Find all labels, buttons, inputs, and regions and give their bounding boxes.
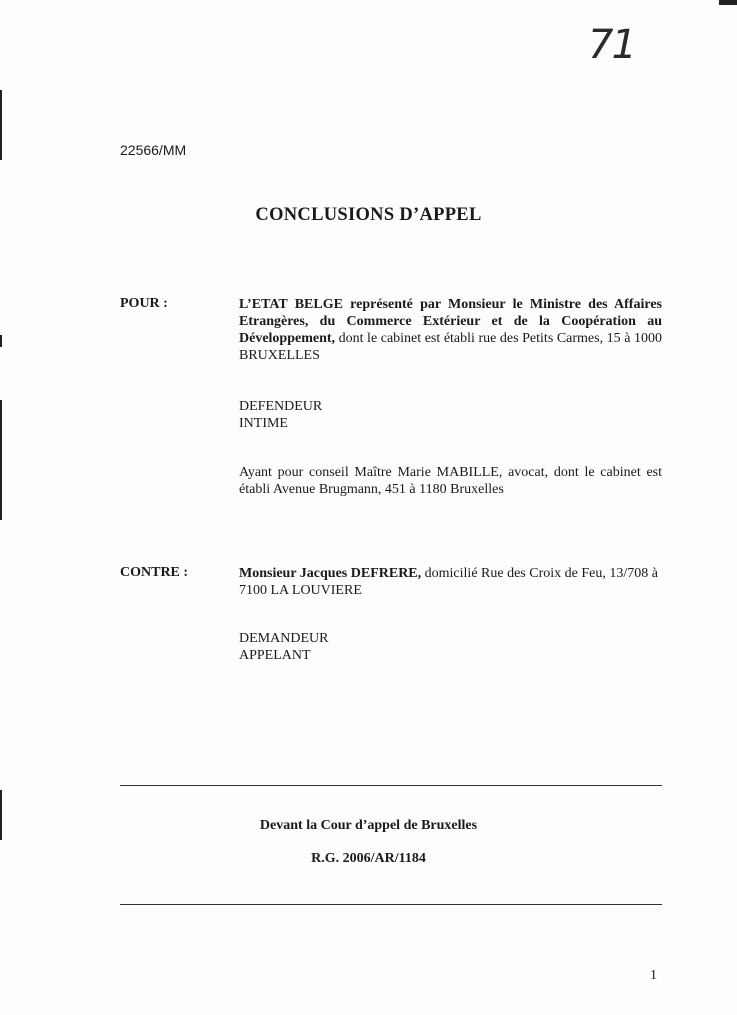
pour-party-name: L’ETAT BELGE représenté par Monsieur le Ministre des Affaires Etrangères, du Commerce Extérieur et de la Coopération au Développement, bbox=[239, 297, 662, 346]
contre-role-line1: DEMANDEUR bbox=[239, 631, 329, 646]
scan-edge-mark bbox=[0, 400, 2, 520]
contre-label: CONTRE : bbox=[120, 565, 189, 580]
pour-party bbox=[239, 296, 662, 364]
case-number: R.G. 2006/AR/1184 bbox=[311, 851, 426, 866]
court-name: Devant la Cour d’appel de Bruxelles bbox=[259, 818, 478, 833]
handwritten-page-number: 71 bbox=[588, 22, 635, 68]
page-number: 1 bbox=[650, 968, 657, 983]
scan-edge-mark bbox=[0, 335, 2, 347]
bottom-divider bbox=[120, 904, 662, 905]
pour-role-line1: DEFENDEUR bbox=[239, 399, 323, 414]
pour-role-line2: INTIME bbox=[239, 416, 288, 431]
contre-party bbox=[239, 565, 662, 599]
contre-party-address: domicilié Rue des Croix de Feu, 13/708 à 7100 LA LOUVIERE bbox=[239, 566, 658, 598]
contre-role-line2: APPELANT bbox=[239, 648, 311, 663]
top-divider bbox=[120, 785, 662, 786]
scan-edge-mark bbox=[719, 0, 737, 5]
pour-counsel: Ayant pour conseil Maître Marie MABILLE, avocat, dont le cabinet est établi Avenue Brugmann, 451 à 1180 Bruxelles bbox=[239, 465, 662, 497]
scan-edge-mark bbox=[0, 90, 2, 160]
pour-role bbox=[239, 398, 662, 432]
contre-role bbox=[239, 630, 662, 664]
pour-party-address: dont le cabinet est établi rue des Petits Carmes, 15 à 1000 BRUXELLES bbox=[239, 331, 662, 363]
reference-number: 22566/MM bbox=[120, 142, 187, 158]
document-title: CONCLUSIONS D’APPEL bbox=[255, 205, 482, 225]
contre-party-name: Monsieur Jacques DEFRERE, bbox=[239, 566, 422, 581]
pour-label: POUR : bbox=[120, 296, 168, 311]
